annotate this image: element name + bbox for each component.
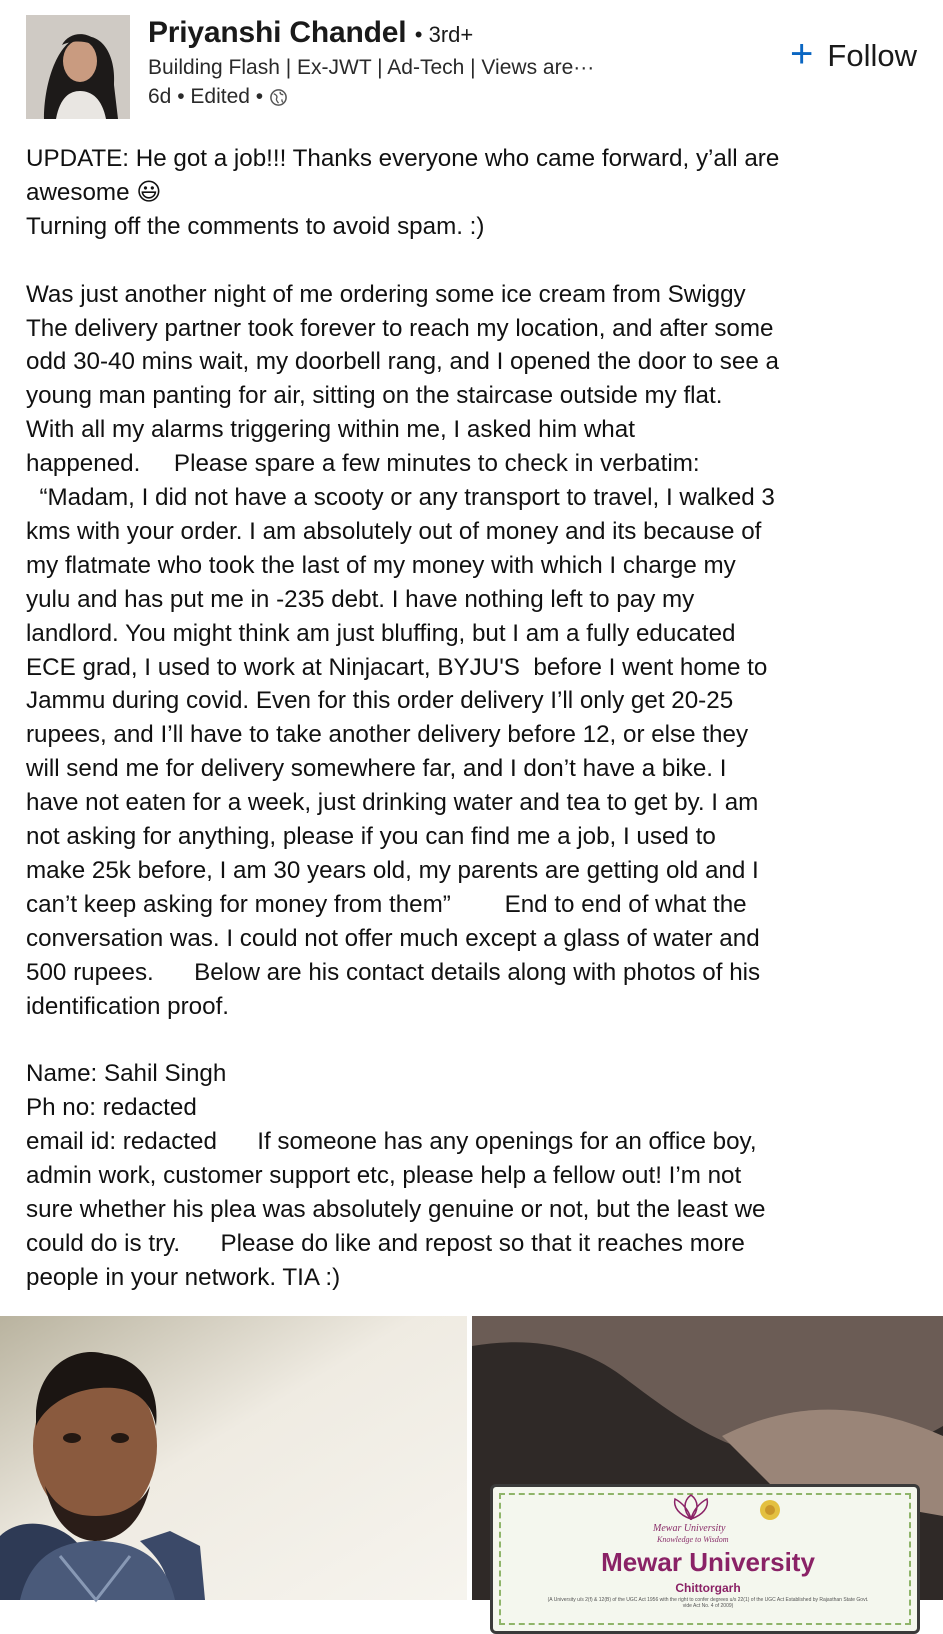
post-time: 6d • Edited • — [148, 85, 264, 108]
author-name-row — [148, 16, 473, 50]
update-line: Turning off the comments to avoid spam. :) — [26, 212, 485, 240]
person-photo-image — [0, 1316, 467, 1600]
follow-label: Follow — [827, 38, 917, 73]
certificate-city: Chittorgarh — [675, 1581, 741, 1595]
update-line: UPDATE: He got a job!!! Thanks everyone who came forward, y’all are — [26, 145, 780, 172]
post-header — [0, 0, 943, 130]
contact-details: Name: Sahil Singh Ph no: redacted email id: redacted If someone has any openings for an office boy, admin work, customer support etc, please help a fellow out! I’m not sure whether his plea was absolutely genuine or not, but the least we could do is try. Please do like and repost so that it reaches more people in your network. TIA :) — [26, 1060, 766, 1291]
author-avatar[interactable] — [26, 15, 130, 119]
certificate-tagline: Knowledge to Wisdom — [657, 1535, 729, 1544]
post-meta — [148, 85, 288, 109]
post-body — [26, 142, 926, 1295]
certificate-fine-print: (A University u/s 2(f) & 12(B) of the UGC Act 1956 with the right to confer degrees u/s 22(1) of the UGC Act Established by Rajasthan State Govt. vide Act No. 4 of 2009) — [547, 1597, 869, 1609]
globe-icon — [269, 88, 288, 107]
certificate — [490, 1484, 920, 1634]
lotus-logo-icon — [661, 1493, 721, 1521]
emblem-icon — [755, 1497, 785, 1523]
certificate-title: Mewar University — [601, 1547, 815, 1577]
author-headline: Building Flash | Ex-JWT | Ad-Tech | Views are··· — [148, 56, 595, 79]
story-text: Was just another night of me ordering some ice cream from Swiggy The delivery partner took forever to reach my location, and after some odd 30-40 mins wait, my doorbell rang, and I opened the door to see a young man panting for air, sitting on the staircase outside my flat. With all my alarms triggering within me, I asked him what happened. Please spare a few minutes to check in verbatim: “Madam, I did not have a scooty or any transport to travel, I walked 3 kms with your order. I am absolutely out of money and its because of my flatmate who took the last of my money with which I charge my yulu and has put me in -235 debt. I have nothing left to pay my landlord. You might think am just bluffing, but I am a fully educated ECE grad, I used to work at Ninjacart, BYJU'S before I went home to Jammu during covid. Even for this order delivery I’ll only get 20-25 rupees, and I’ll have to take another delivery before 12, or else they will send me for delivery somewhere far, and I don’t have a bike. I have not eaten for a week, just drinking water and tea to get by. I am not asking for anything, please if you can find me a job, I used to make 25k before, I am 30 years old, my parents are getting old and I can’t keep asking for money from them” End to end of what the conversation was. I could not offer much except a glass of water and 500 rupees. Below are his contact details along with photos of his identification proof. — [26, 280, 779, 1020]
person-photo[interactable] — [0, 1316, 467, 1600]
update-line: awesome 😃 — [26, 178, 162, 206]
certificate-photo[interactable] — [472, 1316, 943, 1609]
certificate-logo-text: Mewar University — [653, 1523, 726, 1534]
post-images — [0, 1316, 943, 1609]
connection-degree: • 3rd+ — [414, 22, 474, 47]
author-name[interactable]: Priyanshi Chandel — [148, 16, 407, 49]
follow-button[interactable] — [790, 32, 917, 76]
plus-icon: + — [790, 32, 814, 76]
avatar-photo — [26, 15, 130, 119]
